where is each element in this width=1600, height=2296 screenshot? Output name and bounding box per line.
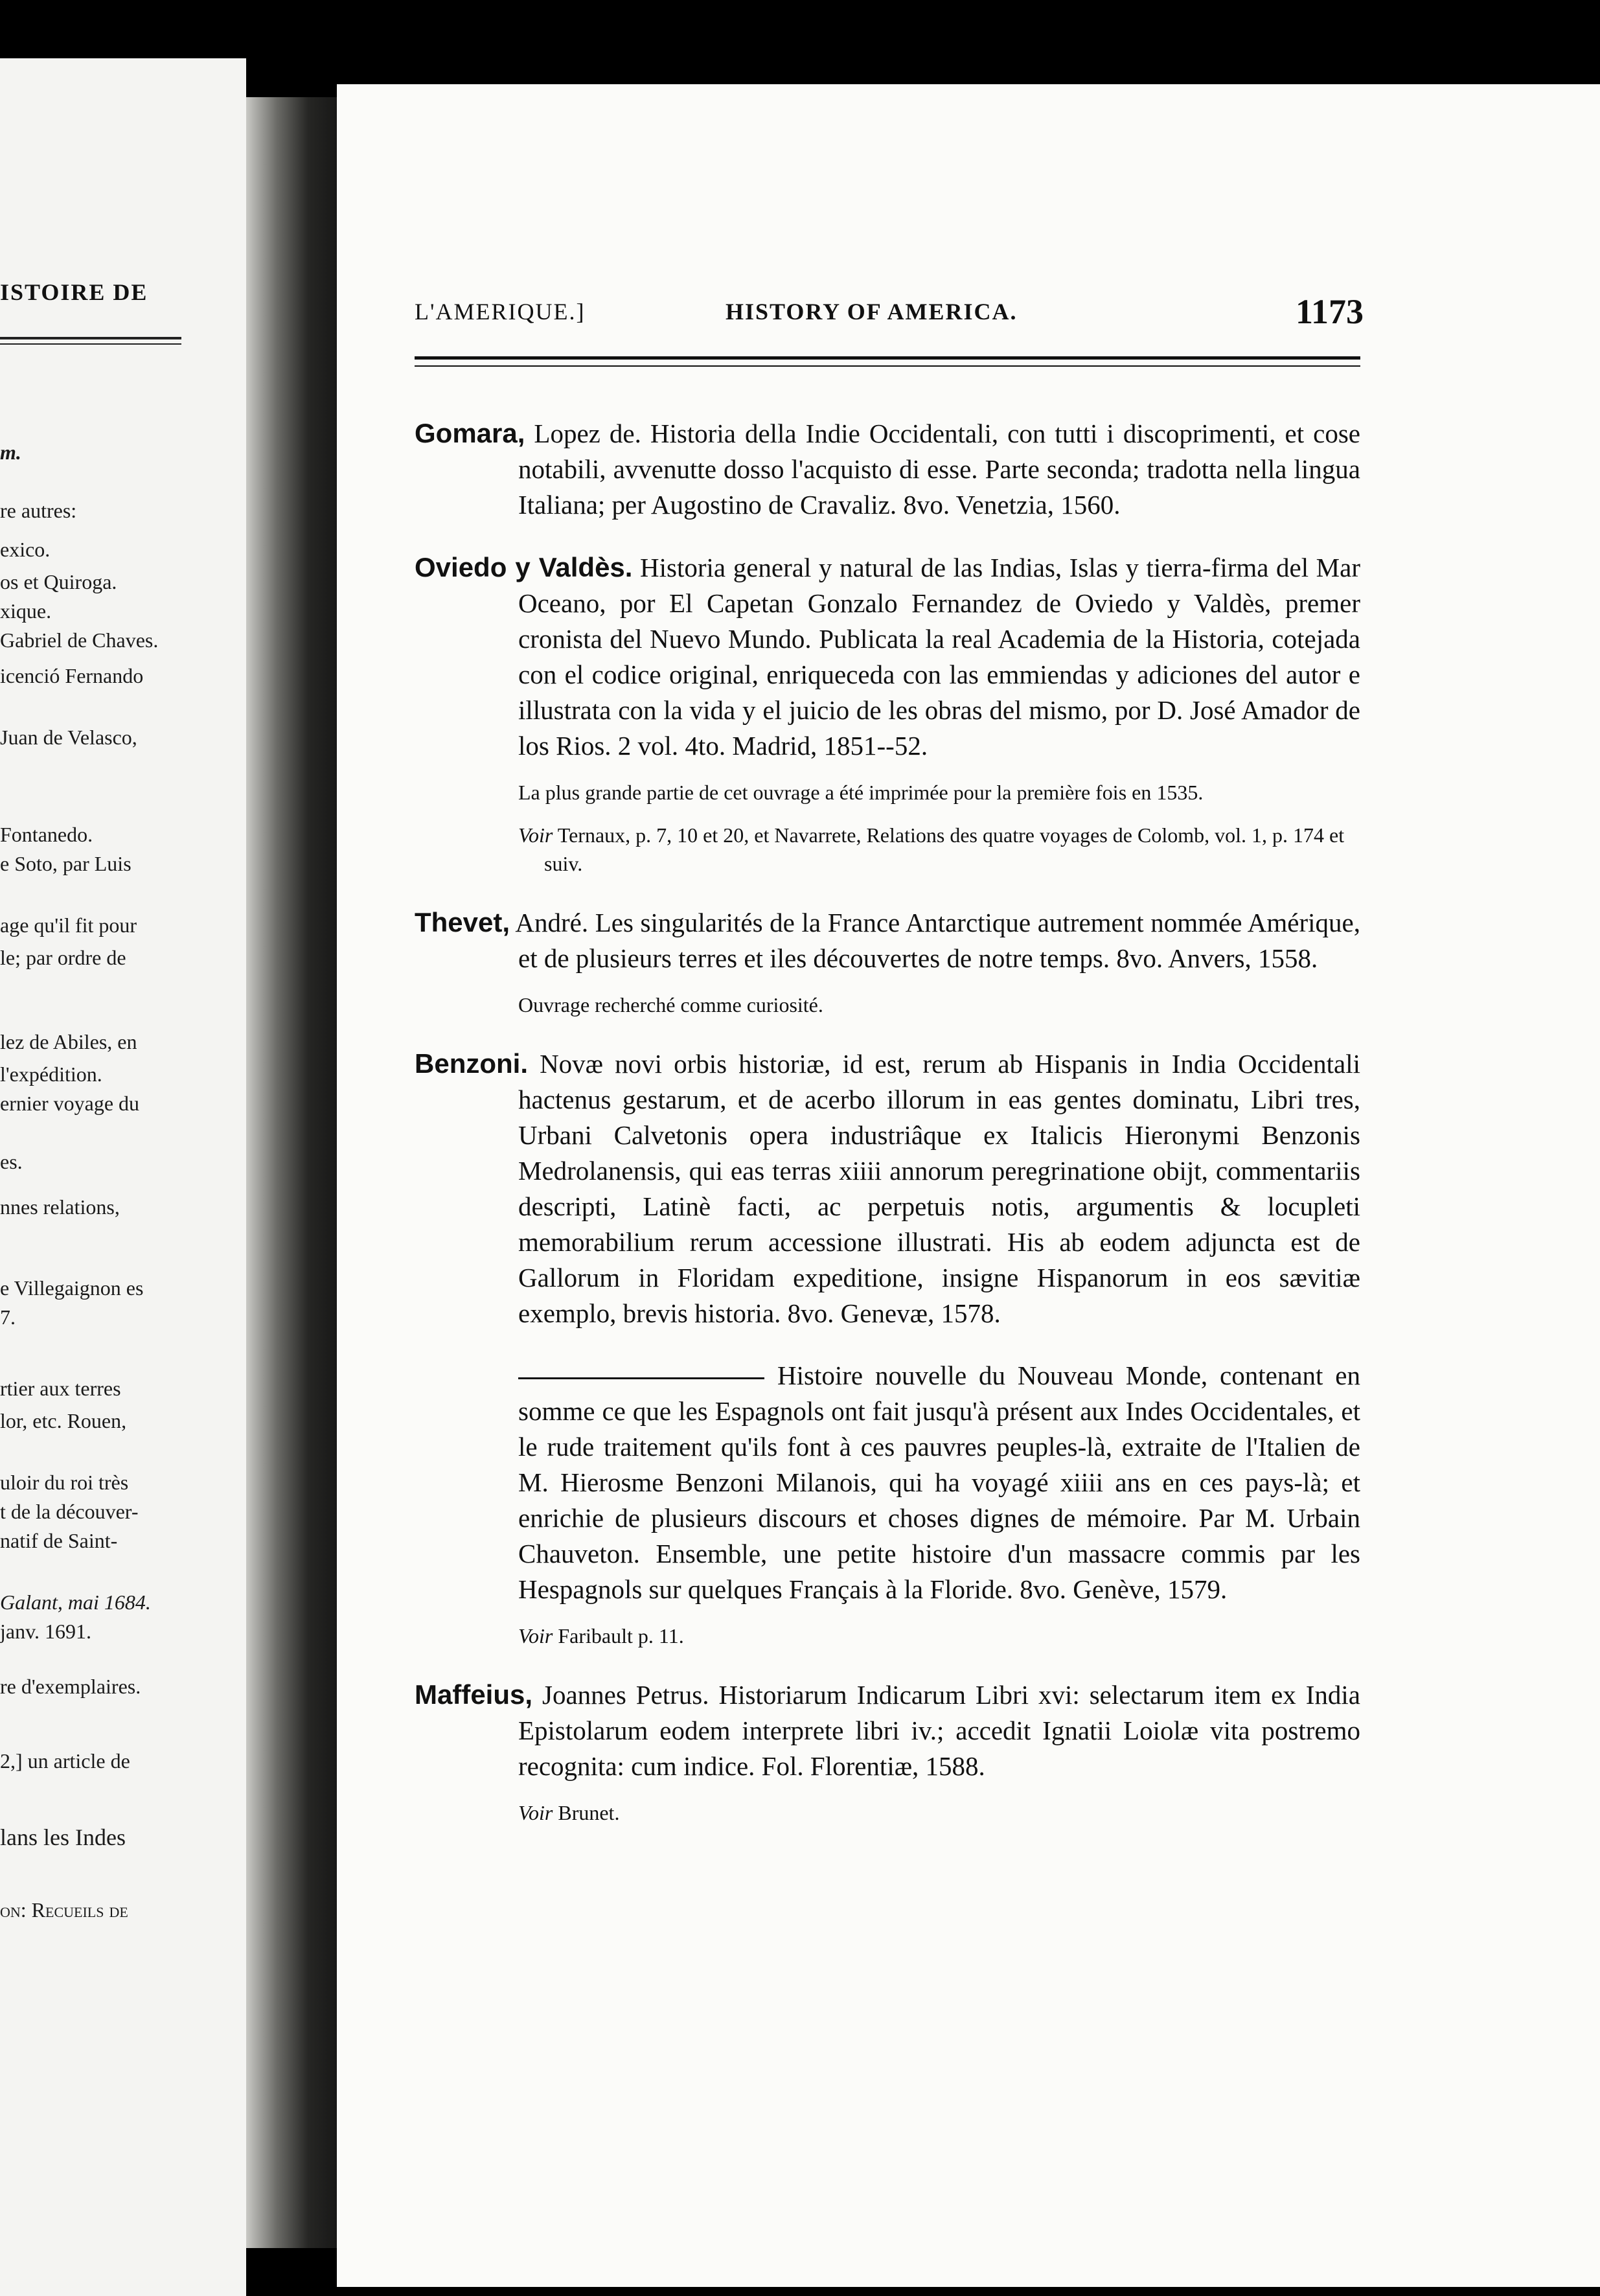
left-page-rule-thin (0, 343, 181, 345)
header-rule (415, 356, 1360, 360)
left-line: es. (0, 1150, 23, 1173)
left-line: nnes relations, (0, 1195, 120, 1219)
entry-note (415, 991, 1360, 1019)
note-text: Ouvrage recherché comme curiosité. (518, 993, 823, 1016)
entry-text: Histoire nouvelle du Nouveau Monde, contenant en somme ce que les Espagnols ont fait jusqu'à présent aux Indes Occidentales, et le rude traitement qu'ils font à ces pauvres peuples-là, extraite de l'Italien de M. Hierosme Benzoni Milanois, qui ha voyagé xiiii ans en ces pays-là; et enrichie de plusieurs discours et choses dignes de mémoire. Par M. Urbain Chauveton. Ensemble, une petite histoire d'un massacre commis par les Hespagnols sur quelques Français à la Floride. 8vo. Genève, 1579. (518, 1360, 1360, 1604)
left-line: exico. (0, 538, 51, 561)
entry-author: Benzoni. (415, 1048, 528, 1079)
left-line: age qu'il fit pour (0, 913, 137, 937)
entry-gomara (415, 415, 1360, 523)
note-text: Faribault p. 11. (553, 1624, 684, 1647)
entry-note (415, 778, 1360, 807)
left-line: uloir du roi très (0, 1471, 129, 1494)
book-gutter (246, 97, 350, 2248)
ditto-dash (518, 1377, 764, 1379)
left-line: os et Quiroga. (0, 570, 117, 593)
left-line: t de la découver- (0, 1500, 139, 1523)
running-head-title: HISTORY OF AMERICA. (726, 299, 1018, 325)
left-line: e Villegaignon es (0, 1276, 144, 1300)
left-line: m. (0, 441, 21, 464)
left-line: natif de Saint- (0, 1529, 118, 1552)
left-line: re autres: (0, 499, 77, 522)
entry-note (415, 1622, 1360, 1650)
running-head-left: L'AMERIQUE.] (415, 299, 586, 325)
entry-text: Novæ novi orbis historiæ, id est, rerum ab Hispanis in India Occidentali hactenus gestarum, et de acerbo illorum in eas gentes dominatu, Libri tres, Urbani Calvetonis opera industriâque ex Italicis Hieronymi Benzonis Medrolanensis, qui eas terras xiiii annorum peregrinatione obijt, commentariis descripti, Latinè facti, ac perpetuis notis, argumentis & locupleti memorabilium rerum accessione illustrati. His ab eodem adjuncta est de Gallorum in Floridam expeditione, insigne Hispanorum in eos sævitiæ exemplo, brevis historia. 8vo. Genevæ, 1578. (518, 1049, 1360, 1328)
left-line: xique. (0, 599, 52, 623)
entry-author: Thevet, (415, 907, 510, 937)
note-text: Brunet. (553, 1801, 620, 1824)
page-number: 1173 (1296, 292, 1364, 331)
left-line: lor, etc. Rouen, (0, 1409, 127, 1432)
left-line: re d'exemplaires. (0, 1675, 141, 1698)
note-em: Voir (518, 823, 553, 847)
entry-author: Oviedo y Valdès. (415, 552, 633, 582)
left-line: Galant, mai 1684. (0, 1590, 151, 1614)
left-line: Juan de Velasco, (0, 726, 137, 749)
entry-author: Gomara, (415, 418, 525, 448)
left-line: janv. 1691. (0, 1620, 92, 1643)
left-page (0, 58, 246, 2296)
entry-text: Historia general y natural de las Indias, Islas y tierra-firma del Mar Oceano, por El Capetan Gonzalo Fernandez de Oviedo y Valdès, premer cronista del Nuevo Mundo. Publicata la real Academia de la Historia, cotejada con el codice original, enriqueceda con las emmiendas y adiciones del autor e illustrata con la vida y el juicio de les obras del mismo, por D. José Amador de los Rios. 2 vol. 4to. Madrid, 1851--52. (518, 553, 1360, 761)
note-text: La plus grande partie de cet ouvrage a été imprimée pour la première fois en 1535. (518, 781, 1204, 804)
entry-note (415, 1798, 1360, 1827)
left-line: on: Recueils de (0, 1898, 128, 1922)
entry-text: Joannes Petrus. Historiarum Indicarum Libri xvi: selectarum item ex India Epistolarum eodem interprete libri iv.; accedit Ignatii Loiolæ vita postremo recognita: cum indice. Fol. Florentiæ, 1588. (518, 1680, 1360, 1781)
left-line: 7. (0, 1305, 16, 1329)
left-line: icenció Fernando (0, 664, 144, 687)
entry-benzoni-french (415, 1358, 1360, 1607)
bibliography-body (415, 389, 1360, 1841)
entry-oviedo (415, 549, 1360, 764)
left-line: l'expédition. (0, 1062, 102, 1086)
left-line: Gabriel de Chaves. (0, 628, 159, 652)
right-page (337, 84, 1600, 2287)
entry-text: Lopez de. Historia della Indie Occidentali, con tutti i discoprimenti, et cose notabili, avvenutte dosso l'acquisto di esse. Parte seconda; tradotta nella lingua Italiana; per Augostino de Cravaliz. 8vo. Venetzia, 1560. (518, 419, 1360, 520)
left-page-rule (0, 337, 181, 339)
entry-benzoni (415, 1046, 1360, 1331)
note-text: Ternaux, p. 7, 10 et 20, et Navarrete, Relations des quatre voyages de Colomb, vol. 1, p. 174 et suiv. (544, 823, 1345, 875)
left-line: lez de Abiles, en (0, 1030, 137, 1053)
left-line: ernier voyage du (0, 1092, 140, 1115)
entry-thevet (415, 904, 1360, 976)
left-line: lans les Indes (0, 1824, 126, 1850)
note-em: Voir (518, 1801, 553, 1824)
left-line: e Soto, par Luis (0, 852, 131, 875)
entry-note (415, 821, 1360, 878)
entry-text: André. Les singularités de la France Antarctique autrement nommée Amérique, et de plusieurs terres et iles découvertes de notre temps. 8vo. Anvers, 1558. (510, 908, 1360, 973)
entry-author: Maffeius, (415, 1679, 533, 1710)
header-rule-thin (415, 365, 1360, 367)
entry-maffeius (415, 1677, 1360, 1784)
left-line: le; par ordre de (0, 946, 126, 969)
left-line: rtier aux terres (0, 1377, 121, 1400)
left-line: Fontanedo. (0, 823, 93, 846)
note-em: Voir (518, 1624, 553, 1647)
left-page-header: ISTOIRE DE (0, 279, 148, 305)
left-line: 2,] un article de (0, 1749, 130, 1773)
